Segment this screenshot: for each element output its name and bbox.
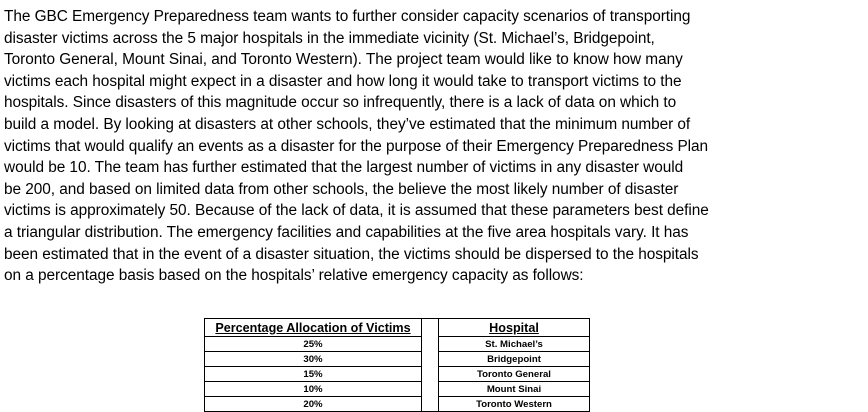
allocation-table-container bbox=[204, 318, 590, 412]
paragraph-line: on a percentage basis based on the hospitals’ relative emergency capacity as follows: bbox=[4, 267, 584, 285]
allocation-table bbox=[204, 318, 590, 412]
percentage-cell: 20% bbox=[205, 397, 422, 412]
table-row bbox=[205, 367, 590, 382]
table-row bbox=[205, 352, 590, 367]
hospital-cell: Toronto Western bbox=[439, 397, 590, 412]
paragraph-line: been estimated that in the event of a disaster situation, the victims should be dispersed to the hospitals bbox=[4, 245, 699, 263]
hospital-cell: St. Michael’s bbox=[439, 337, 590, 352]
paragraph-line: victims that would qualify an events as a disaster for the purpose of their Emergency Preparedness Plan bbox=[4, 137, 709, 155]
hospital-cell: Bridgepoint bbox=[439, 352, 590, 367]
problem-description bbox=[4, 6, 864, 287]
paragraph-line: victims each hospital might expect in a disaster and how long it would take to transport victims to the bbox=[4, 72, 682, 90]
paragraph-line: Toronto General, Mount Sinai, and Toronto Western). The project team would like to know how many bbox=[4, 51, 683, 69]
table-row bbox=[205, 382, 590, 397]
spacer-column bbox=[422, 319, 439, 337]
percentage-cell: 30% bbox=[205, 352, 422, 367]
table-row bbox=[205, 337, 590, 352]
table-row bbox=[205, 397, 590, 412]
hospital-cell: Mount Sinai bbox=[439, 382, 590, 397]
percentage-cell: 10% bbox=[205, 382, 422, 397]
hospital-cell: Toronto General bbox=[439, 367, 590, 382]
percentage-cell: 25% bbox=[205, 337, 422, 352]
spacer-cell bbox=[422, 337, 439, 352]
spacer-cell bbox=[422, 382, 439, 397]
spacer-cell bbox=[422, 352, 439, 367]
paragraph-line: be 200, and based on limited data from other schools, the believe the most likely number of disaster bbox=[4, 180, 679, 198]
percentage-column-header: Percentage Allocation of Victims bbox=[205, 319, 422, 337]
paragraph-line: disaster victims across the 5 major hospitals in the immediate vicinity (St. Michael’s, Bridgepoint, bbox=[4, 29, 655, 47]
paragraph-line: victims is approximately 50. Because of the lack of data, it is assumed that these parameters best define bbox=[4, 202, 709, 220]
paragraph-line: The GBC Emergency Preparedness team wants to further consider capacity scenarios of transporting bbox=[4, 8, 691, 25]
paragraph-line: a triangular distribution. The emergency facilities and capabilities at the five area hospitals vary. It has bbox=[4, 223, 689, 241]
hospital-column-header: Hospital bbox=[439, 319, 590, 337]
paragraph-line: build a model. By looking at disasters at other schools, they’ve estimated that the minimum number of bbox=[4, 115, 691, 133]
table-header-row bbox=[205, 319, 590, 337]
percentage-cell: 15% bbox=[205, 367, 422, 382]
spacer-cell bbox=[422, 397, 439, 412]
spacer-cell bbox=[422, 367, 439, 382]
paragraph-line: would be 10. The team has further estimated that the largest number of victims in any disaster would bbox=[4, 159, 684, 177]
paragraph-line: hospitals. Since disasters of this magnitude occur so infrequently, there is a lack of data on which to bbox=[4, 94, 677, 112]
